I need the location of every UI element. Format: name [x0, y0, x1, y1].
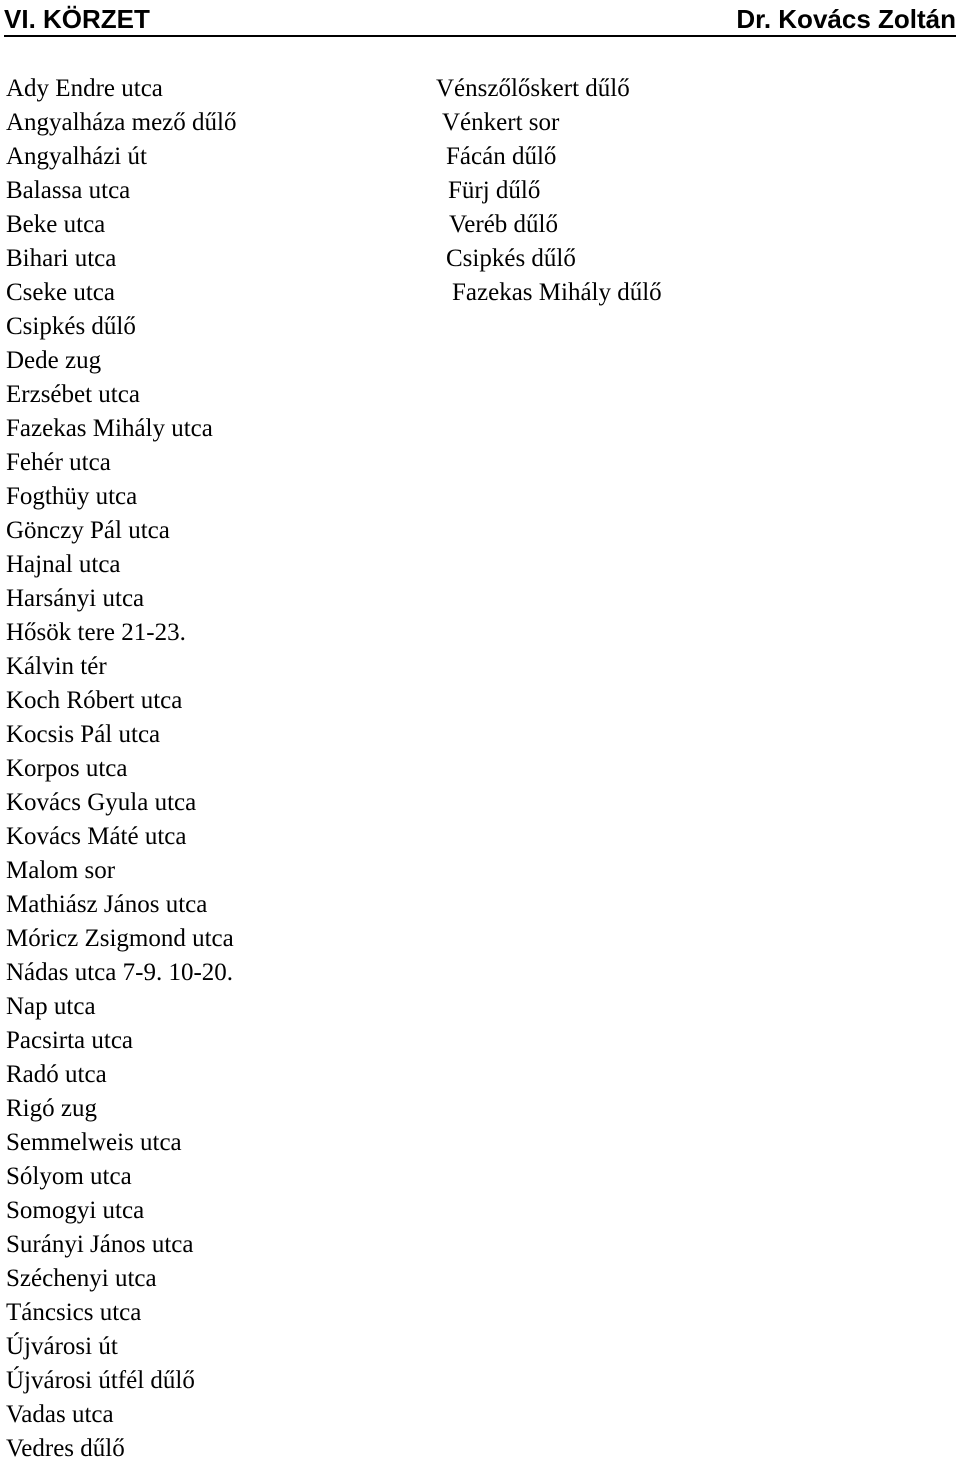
street-name: Cseke utca [6, 279, 115, 306]
street-name: Hősök tere 21-23. [6, 619, 186, 646]
street-name: Malom sor [6, 857, 116, 884]
street-name: Harsányi utca [6, 585, 145, 612]
street-name: Koch Róbert utca [6, 687, 183, 714]
street-name: Vadas utca [6, 1401, 114, 1428]
street-name: Radó utca [6, 1061, 107, 1088]
street-name: Dede zug [6, 347, 102, 374]
street-name: Angyalházi út [6, 143, 147, 170]
street-name: Veréb dűlő [449, 211, 558, 238]
street-name: Kovács Gyula utca [6, 789, 197, 816]
street-name: Balassa utca [6, 177, 131, 204]
street-name: Fazekas Mihály utca [6, 415, 213, 442]
page-header [4, 0, 956, 37]
street-name: Kálvin tér [6, 653, 107, 680]
representative-name: Dr. Kovács Zoltán [736, 4, 956, 34]
street-name: Surányi János utca [6, 1231, 194, 1258]
street-name: Erzsébet utca [6, 381, 140, 408]
street-name: Táncsics utca [6, 1299, 142, 1326]
street-name: Vénkert sor [442, 109, 560, 136]
district-title: VI. KÖRZET [4, 4, 150, 34]
street-name: Korpos utca [6, 755, 128, 782]
street-name: Semmelweis utca [6, 1129, 182, 1156]
street-name: Gönczy Pál utca [6, 517, 170, 544]
street-name: Vénszőlőskert dűlő [436, 75, 630, 102]
street-name: Pacsirta utca [6, 1027, 134, 1054]
street-name: Újvárosi út [6, 1333, 118, 1360]
street-name: Sólyom utca [6, 1163, 132, 1190]
street-name: Ady Endre utca [6, 75, 163, 102]
street-list-right [436, 72, 662, 310]
street-list-left [6, 72, 236, 1466]
street-name: Kocsis Pál utca [6, 721, 161, 748]
street-name: Csipkés dűlő [446, 245, 576, 272]
street-name: Csipkés dűlő [6, 313, 136, 340]
street-name: Mathiász János utca [6, 891, 208, 918]
street-name: Kovács Máté utca [6, 823, 187, 850]
street-name: Angyalháza mező dűlő [6, 109, 237, 136]
street-name: Fazekas Mihály dűlő [452, 279, 662, 306]
street-name: Vedres dűlő [6, 1435, 125, 1462]
street-name: Széchenyi utca [6, 1265, 157, 1292]
street-name: Fürj dűlő [448, 177, 541, 204]
street-name: Fácán dűlő [446, 143, 557, 170]
street-name: Rigó zug [6, 1095, 97, 1122]
street-name: Beke utca [6, 211, 106, 238]
street-name: Nádas utca 7-9. 10-20. [6, 959, 234, 986]
street-name: Újvárosi útfél dűlő [6, 1367, 195, 1394]
street-name: Móricz Zsigmond utca [6, 925, 234, 952]
street-name: Fogthüy utca [6, 483, 138, 510]
street-name: Fehér utca [6, 449, 111, 476]
street-name: Hajnal utca [6, 551, 121, 578]
street-name: Bihari utca [6, 245, 117, 272]
street-name: Somogyi utca [6, 1197, 145, 1224]
street-name: Nap utca [6, 993, 96, 1020]
